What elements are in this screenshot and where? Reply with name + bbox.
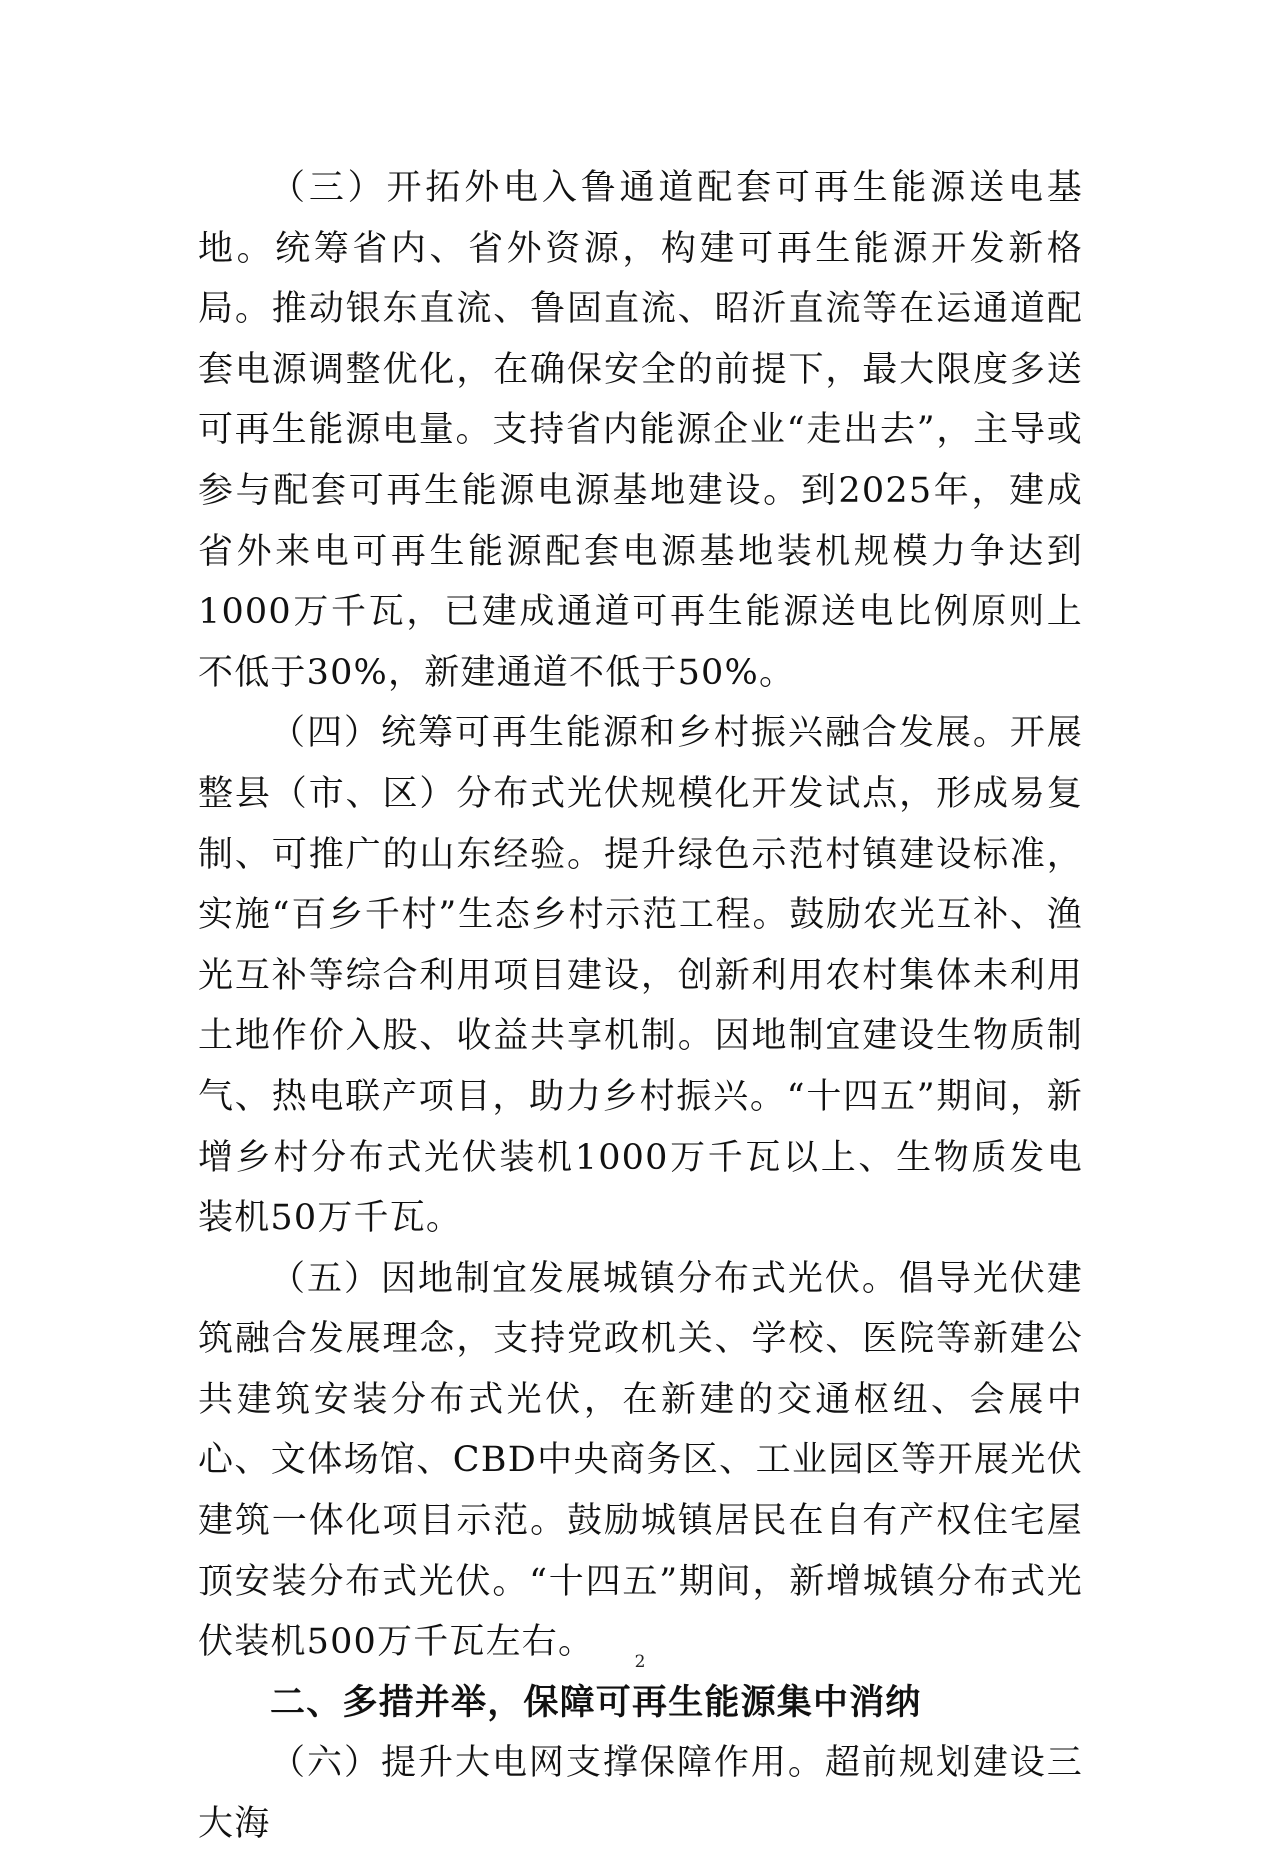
paragraph-6: （六）提升大电网支撑保障作用。超前规划建设三大海 (198, 1743, 1083, 1845)
paragraph-3: （三）开拓外电入鲁通道配套可再生能源送电基地。统筹省内、省外资源，构建可再生能源开发新格局。推动银东直流、鲁固直流、昭沂直流等在运通道配套电源调整优化，在确保安全的前提下，最大限度多送可再生能源电量。支持省内能源企业“走出去”，主导或参与配套可再生能源电源基地建设。到2025年，建成省外来电可再生能源配套电源基地装机规模力争达到1000万千瓦，已建成通道可再生能源送电比例原则上不低于30%，新建通道不低于50%。 (198, 168, 1083, 693)
paragraph-4: （四）统筹可再生能源和乡村振兴融合发展。开展整县（市、区）分布式光伏规模化开发试点，形成易复制、可推广的山东经验。提升绿色示范村镇建设标准，实施“百乡千村”生态乡村示范工程。鼓励农光互补、渔光互补等综合利用项目建设，创新利用农村集体未利用土地作价入股、收益共享机制。因地制宜建设生物质制气、热电联产项目，助力乡村振兴。“十四五”期间，新增乡村分布式光伏装机1000万千瓦以上、生物质发电装机50万千瓦。 (198, 713, 1083, 1239)
document-page (198, 158, 1083, 1855)
section-heading: 二、多措并举，保障可再生能源集中消纳 (270, 1682, 922, 1723)
page-number: 2 (634, 1652, 646, 1672)
paragraph-5: （五）因地制宜发展城镇分布式光伏。倡导光伏建筑融合发展理念，支持党政机关、学校、医院等新建公共建筑安装分布式光伏，在新建的交通枢纽、会展中心、文体场馆、CBD中央商务区、工业园区等开展光伏建筑一体化项目示范。鼓励城镇居民在自有产权住宅屋顶安装分布式光伏。“十四五”期间，新增城镇分布式光伏装机500万千瓦左右。 (198, 1258, 1083, 1663)
